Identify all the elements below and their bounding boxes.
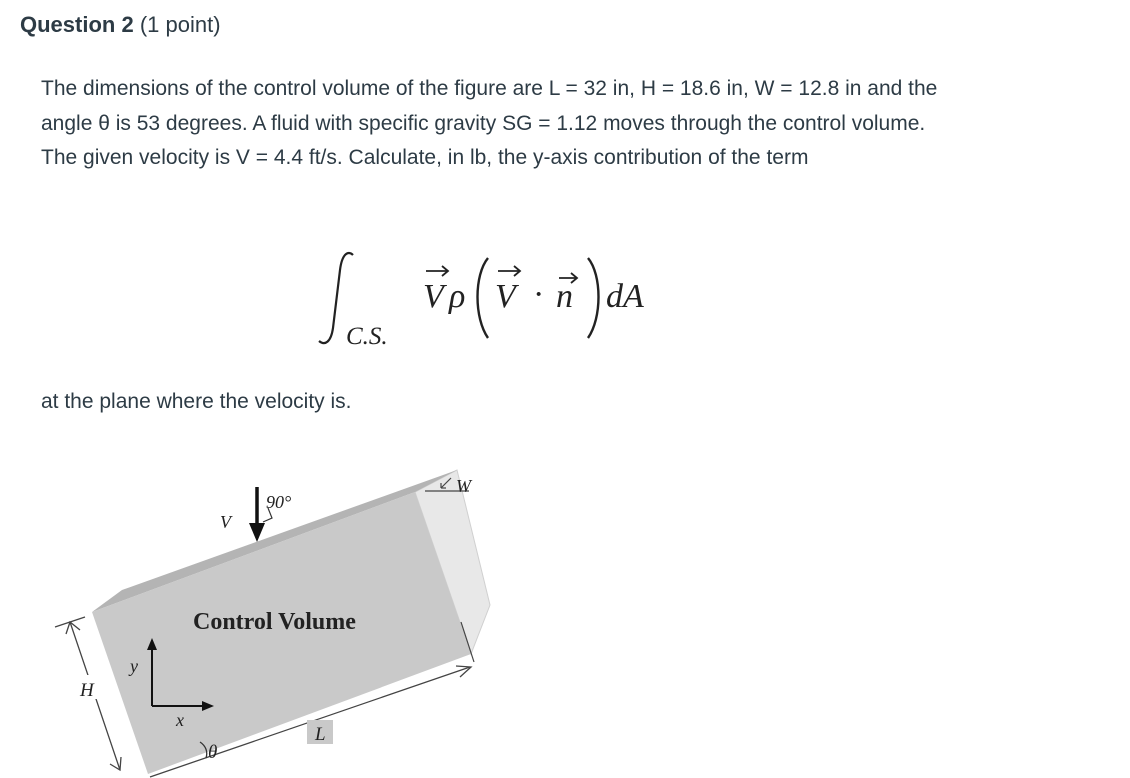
question-paragraph: The dimensions of the control volume of the figure are L = 32 in, H = 18.6 in, W = 12.8 in and the angle θ is 53 degrees. A fluid with specific gravity SG = 1.12 moves through the control volume. The given velocity is V = 4.4 ft/s. Calculate, in lb, the y-axis contribution of the term [41,77,938,169]
label-theta: θ [208,742,218,763]
question-title: Question 2 [20,12,134,37]
normal-symbol: n [556,278,573,315]
velocity-symbol: V [423,278,444,315]
area-differential: dA [606,278,644,315]
label-w: W [456,476,471,496]
label-l: L [315,724,326,745]
dot-symbol: · [533,276,545,313]
label-v: V [220,512,231,532]
question-points: (1 point) [139,12,221,37]
velocity-arrowhead [249,523,265,542]
question-paragraph-2: at the plane where the velocity is. [41,390,352,413]
velocity-symbol-2: V [495,278,516,315]
label-angle-90: 90° [266,492,292,512]
label-control-volume: Control Volume [193,609,356,635]
label-y: y [130,656,138,676]
rho-symbol: ρ [449,278,466,315]
label-x: x [176,710,184,730]
integral-subscript: C.S. [346,323,388,350]
label-h: H [80,680,94,701]
